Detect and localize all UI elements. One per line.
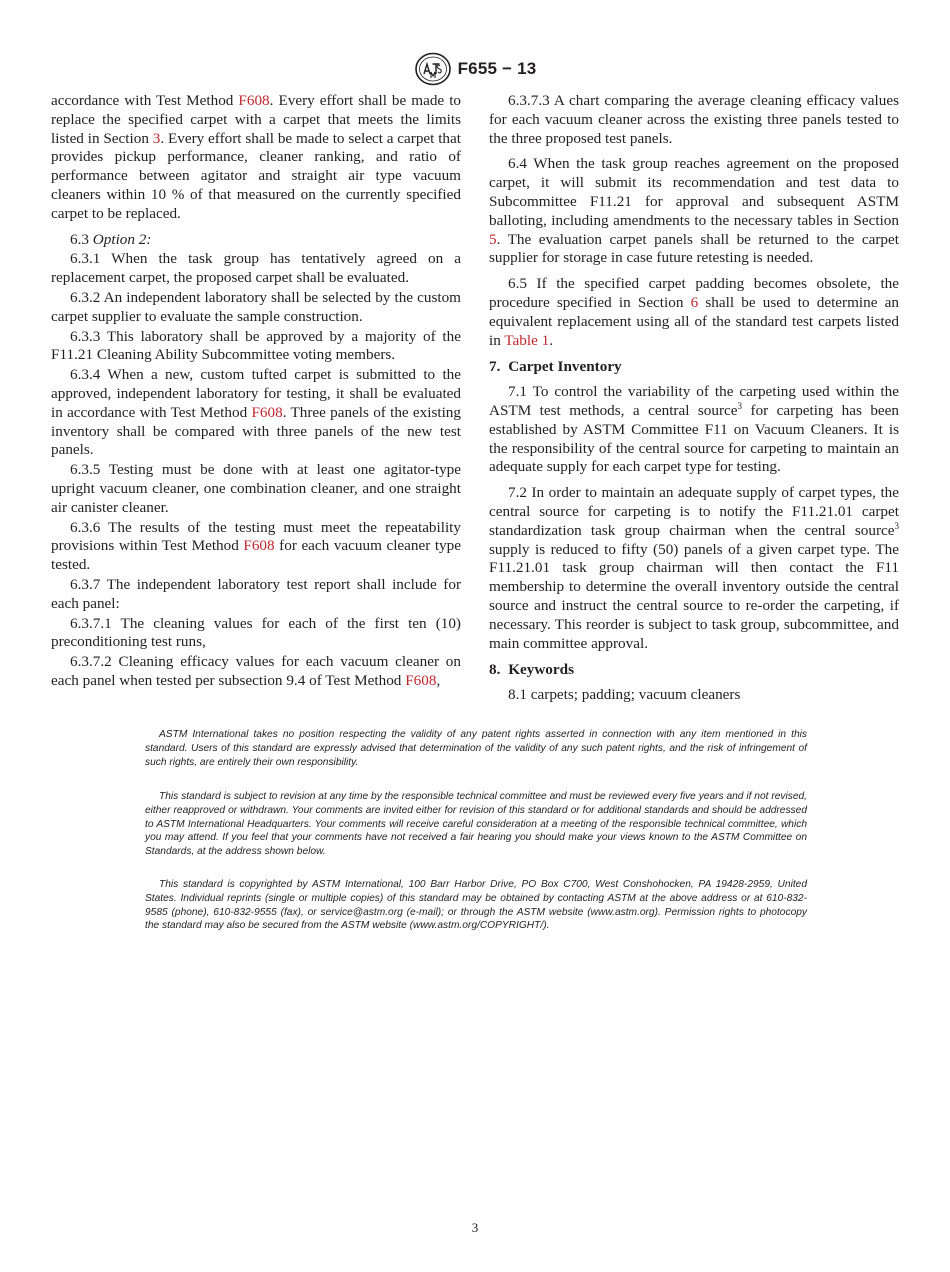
paragraph-6-3: 6.3 Option 2: [70, 230, 152, 248]
paragraph-6-3-4: 6.3.4 When a new, custom tufted carpet is submitted to the approved, independent laboratory for testing, it shall be evaluated in accordance with Test Method F608. Three panels of the existing inventory shall be compared with three panels of the new test panels. [51, 366, 461, 459]
paragraph-6-3-7: 6.3.7 The independent laboratory test report shall include for each panel: [51, 575, 461, 612]
paragraph-6-3-3: 6.3.3 This laboratory shall be approved by a majority of the F11.21 Cleaning Ability Subcommittee voting members. [51, 327, 461, 364]
ref-f608-link[interactable]: F608 [238, 92, 270, 109]
paragraph-6-4: 6.4 When the task group reaches agreement on the proposed carpet, it will submit its recommendation and test data to Subcommittee F11.21 for approval and subsequent ASTM balloting, including amendments to the necessary tables in Section 5. The evaluation carpet panels shall be returned to the carpet supplier for storage in case future retesting is needed. [489, 155, 899, 267]
ref-f608-link[interactable]: F608 [243, 537, 275, 555]
left-column [51, 92, 461, 692]
ref-section-5-link[interactable]: 5 [489, 230, 497, 248]
revision-notice: This standard is subject to revision at any time by the responsible technical committee and must be reviewed every five years and if not revised, either reapproved or withdrawn. Your comments are invited either for revision of this standard or for additional standards and should be addressed to ASTM International Headquarters. Your comments will receive careful consideration at a meeting of the responsible technical committee, which you may attend. If you feel that your comments have not received a fair hearing you should make your views known to the ASTM Committee on Standards, at the address shown below. [145, 791, 807, 858]
paragraph-6-3-7-3: 6.3.7.3 A chart comparing the average cleaning efficacy values for each vacuum cleaner across the existing three panels tested to the three proposed test panels. [489, 92, 899, 147]
standard-designation: F655 − 13 [457, 59, 537, 78]
paragraph-7-2: 7.2 In order to maintain an adequate supply of carpet types, the central source for carpeting is to notify the F11.21.01 carpet standardization task group chairman when the central source$^3$ supply is reduced to fifty (50) panels of a given carpet type. The F11.21.01 task group chairman will then contact the F11 membership to determine the overall inventory outside the central source and instruct the central source to re-order the carpeting, if necessary. This reorder is subject to task group, subcommittee, and main committee approval. [489, 484, 899, 652]
paragraph-6-3-2: 6.3.2 An independent laboratory shall be selected by the custom carpet supplier to evaluate the sample construction. [51, 288, 461, 325]
section-7-heading: 7. Carpet Inventory [489, 358, 622, 376]
patent-notice: ASTM International takes no position respecting the validity of any patent rights asserted in connection with any item mentioned in this standard. Users of this standard are expressly advised that determination of the validity of any such patent rights, and the risk of infringement of such rights, are entirely their own responsibility. [145, 729, 807, 768]
paragraph-6-3-7-2: 6.3.7.2 Cleaning efficacy values for each vacuum cleaner on each panel when tested per subsection 9.4 of Test Method F608, [51, 653, 461, 689]
ref-table-1-link[interactable]: Table 1 [504, 331, 550, 349]
footnote-ref: 3 [894, 520, 899, 531]
right-column [489, 92, 899, 706]
paragraph-6-3-5: 6.3.5 Testing must be done with at least one agitator-type upright vacuum cleaner, one combination cleaner, and one straight air canister cleaner. [51, 461, 461, 516]
paragraph-8-1: 8.1 carpets; padding; vacuum cleaners [508, 686, 741, 704]
copyright-notice: This standard is copyrighted by ASTM International, 100 Barr Harbor Drive, PO Box C700, West Conshohocken, PA 19428-2959, United States. Individual reprints (single or multiple copies) of this standard may be obtained by contacting ASTM at the above address or at 610-832-9585 (phone), 610-832-9555 (fax), or service@astm.org (e-mail); or through the ASTM website (www.astm.org). Permission rights to photocopy the standard may also be secured from the ASTM website (www.astm.org/COPYRIGHT/). [145, 879, 807, 932]
footnote-ref: 3 [737, 400, 743, 411]
ref-section-3-link[interactable]: 3 [152, 129, 161, 147]
page-header [0, 52, 950, 86]
astm-logo-icon [414, 52, 452, 86]
ref-section-6-link[interactable]: 6 [690, 293, 699, 311]
section-8-heading: 8. Keywords [489, 661, 574, 679]
paragraph-6-3-6: 6.3.6 The results of the testing must meet the repeatability provisions within Test Method F608 for each vacuum cleaner type tested. [51, 518, 461, 574]
paragraph-6-5: 6.5 If the specified carpet padding becomes obsolete, the procedure specified in Section 6 shall be used to determine an equivalent replacement using all of the standard test carpets listed in Table 1. [489, 275, 899, 349]
paragraph-7-1: 7.1 To control the variability of the carpeting used within the ASTM test methods, a central source$^3$ for carpeting has been established by ASTM Committee F11 on Vacuum Cleaners. It is the responsibility of the central source for carpeting to maintain an adequate supply for each carpet type for testing. [489, 383, 900, 476]
paragraph-6-2-continued: accordance with Test Method F608. Every effort shall be made to replace the specified carpet with a carpet that meets the limits listed in Section 3. Every effort shall be made to select a carpet that provides pickup performance, cleaner ranking, and ratio of performance between agitator and straight air type vacuum cleaners within 10 % of that measured on the currently specified carpet to be replaced. [51, 92, 462, 222]
ref-f608-link[interactable]: F608 [405, 671, 437, 689]
paragraph-6-3-1: 6.3.1 When the task group has tentatively agreed on a replacement carpet, the proposed carpet shall be evaluated. [51, 250, 461, 287]
page-number: 3 [471, 1220, 479, 1235]
paragraph-6-3-7-1: 6.3.7.1 The cleaning values for each of the first ten (10) preconditioning test runs, [51, 614, 461, 651]
ref-f608-link[interactable]: F608 [251, 403, 283, 421]
